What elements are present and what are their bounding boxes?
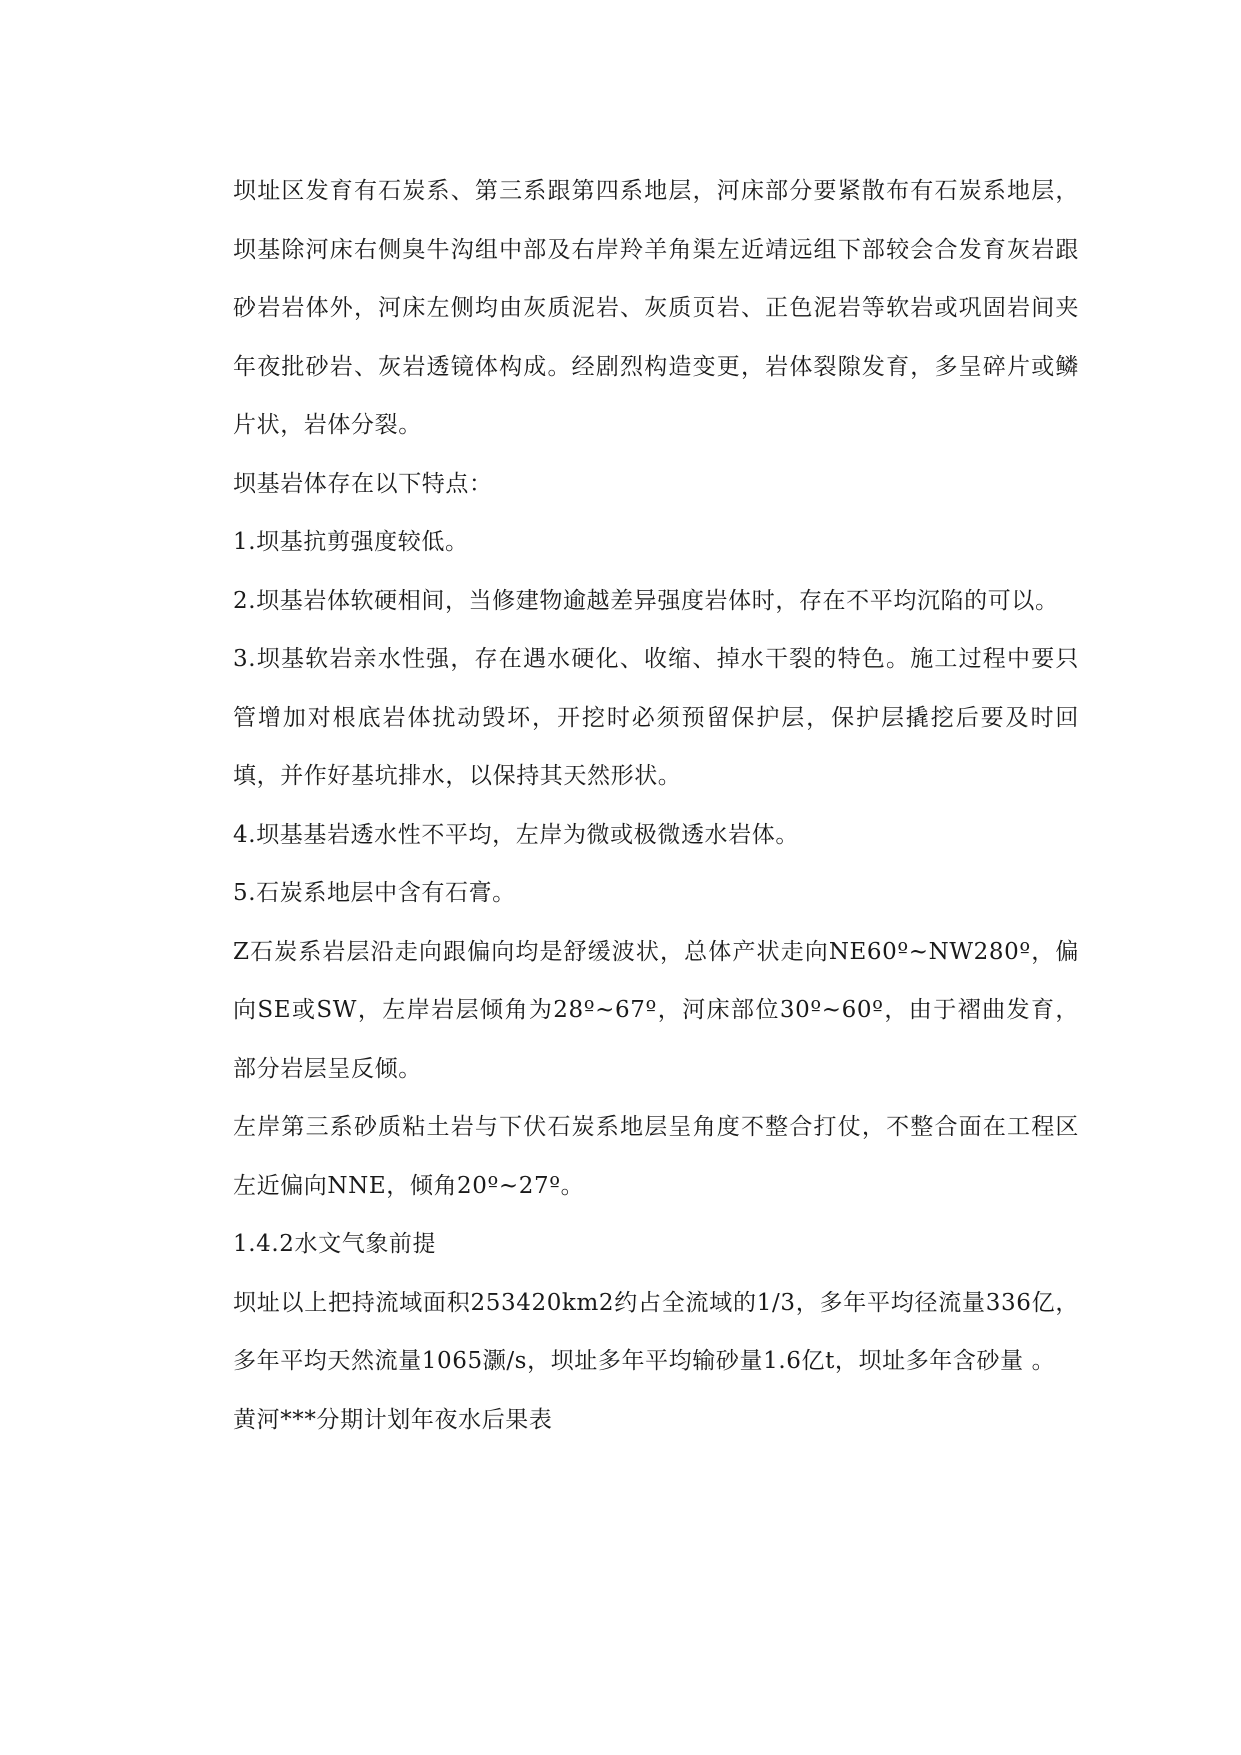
- list-item-2: 2.坝基岩体软硬相间，当修建物逾越差异强度岩体时，存在不平均沉陷的可以。: [233, 587, 1059, 614]
- table-caption: 黄河***分期计划年夜水后果表: [233, 1406, 553, 1433]
- document-body: [233, 162, 1079, 1449]
- list-item-3: 3.坝基软岩亲水性强，存在遇水硬化、收缩、掉水干裂的特色。施工过程中要只管增加对根底岩体扰动毁坏，开挖时必须预留保护层，保护层撬挖后要及时回填，并作好基坑排水，以保持其天然形状。: [233, 646, 1079, 789]
- list-item-1: 1.坝基抗剪强度较低。: [233, 529, 469, 555]
- list-item-5: 5.石炭系地层中含有石膏。: [233, 880, 516, 906]
- section-heading-hydrology: 1.4.2水文气象前提: [233, 1231, 437, 1257]
- paragraph-unconformity: 左岸第三系砂质粘土岩与下伏石炭系地层呈角度不整合打仗，不整合面在工程区左近偏向NNE，倾角20º~27º。: [233, 1114, 1079, 1199]
- paragraph-features-intro: 坝基岩体存在以下特点：: [233, 470, 493, 497]
- paragraph-strata-overview: 坝址区发育有石炭系、第三系跟第四系地层，河床部分要紧散布有石炭系地层，坝基除河床右侧臭牛沟组中部及右岸羚羊角渠左近靖远组下部较会合发育灰岩跟砂岩岩体外，河床左侧均由灰质泥岩、灰质页岩、正色泥岩等软岩或巩固岩间夹年夜批砂岩、灰岩透镜体构成。经剧烈构造变更，岩体裂隙发育，多呈碎片或鳞片状，岩体分裂。: [233, 178, 1079, 438]
- paragraph-bedding-attitude: Z石炭系岩层沿走向跟偏向均是舒缓波状，总体产状走向NE60º~NW280º，偏向SE或SW，左岸岩层倾角为28º~67º，河床部位30º~60º，由于褶曲发育，部分岩层呈反倾。: [233, 938, 1079, 1082]
- paragraph-hydrology: 坝址以上把持流域面积253420km2约占全流域的1/3，多年平均径流量336亿，多年平均天然流量1065灏/s，坝址多年平均输砂量1.6亿t，坝址多年含砂量 。: [233, 1289, 1079, 1374]
- list-item-4: 4.坝基基岩透水性不平均，左岸为微或极微透水岩体。: [233, 821, 799, 848]
